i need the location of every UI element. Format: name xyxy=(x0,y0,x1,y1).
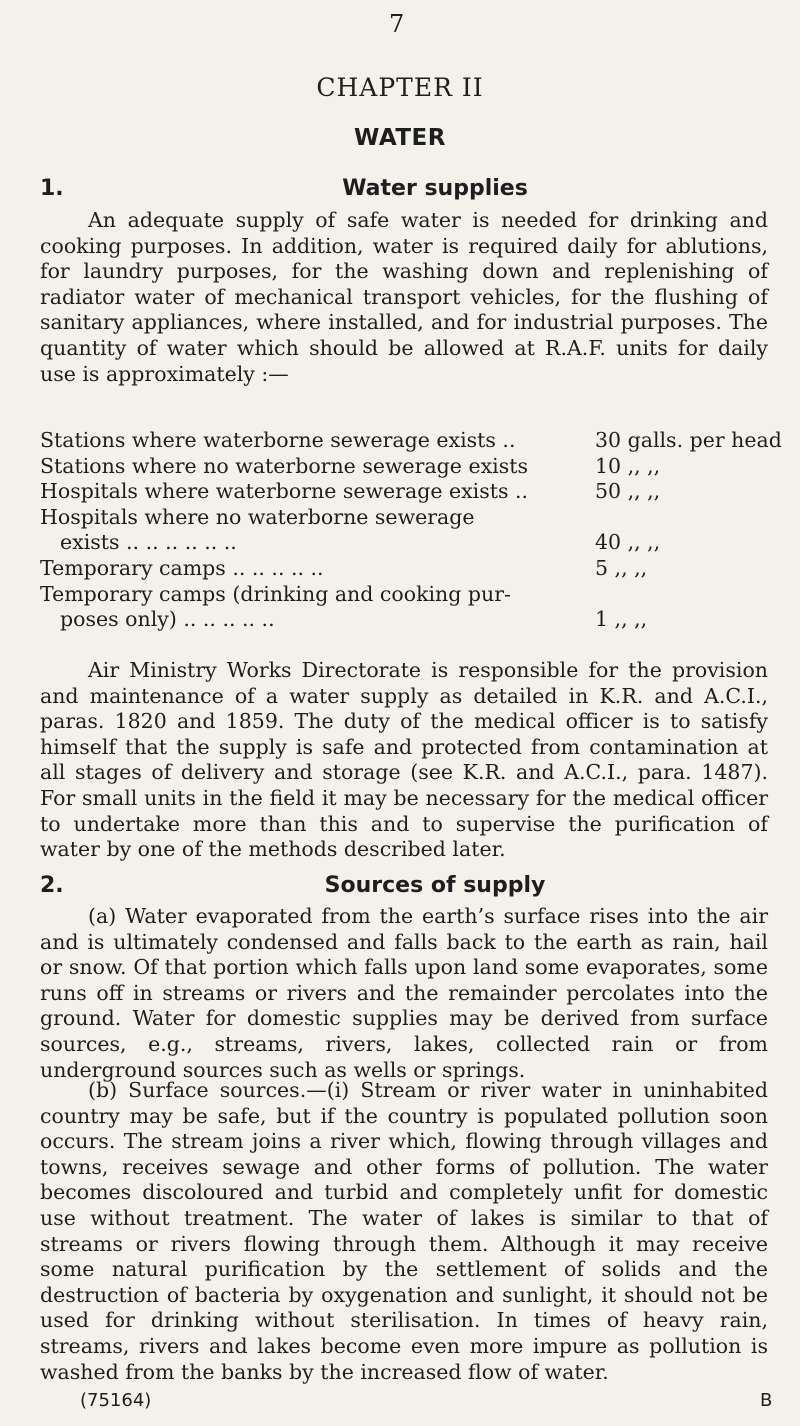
table-row xyxy=(40,479,780,505)
table-row xyxy=(40,582,780,633)
table-row-value: 30 galls. per head xyxy=(595,428,782,452)
table-row xyxy=(40,454,780,480)
table-row-label-line2: poses only) .. .. .. .. .. xyxy=(60,607,275,632)
section-2-paragraph-b: (b) Surface sources.—(i) Stream or river water in uninhabited country may be safe, but if the country is populated pollution soon occurs. The stream joins a river which, flowing through villages and towns, receives sewage and other forms of pollution. The water becomes discoloured and turbid and completely unfit for domestic use without treatment. The water of lakes is similar to that of streams or rivers flowing through them. Although it may receive some natural purification by the settlement of solids and the destruction of bacteria by oxygenation and sunlight, it should not be used for drinking without sterilisation. In times of heavy rain, streams, rivers and lakes become even more impure as pollution is washed from the banks by the increased flow of water. xyxy=(40,1078,768,1384)
print-code: (75164) xyxy=(80,1390,152,1411)
chapter-heading: CHAPTER II xyxy=(316,73,484,102)
section-2-number: 2. xyxy=(40,873,64,898)
table-row-value: 50 ,, ,, xyxy=(595,479,661,504)
table-row xyxy=(40,428,780,454)
table-row-label-line2: exists .. .. .. .. .. .. xyxy=(60,530,237,555)
page-number: 7 xyxy=(389,10,405,38)
table-row-label: Stations where no waterborne sewerage exists xyxy=(40,453,528,478)
table-row-value: 1 ,, ,, xyxy=(595,607,648,632)
water-allowance-table xyxy=(40,428,780,633)
chapter-title: WATER xyxy=(354,125,446,151)
section-2-heading xyxy=(40,872,770,900)
table-row-value: 10 ,, ,, xyxy=(595,453,661,478)
table-row-label: Temporary camps .. .. .. .. .. xyxy=(40,555,324,580)
section-1-intro-paragraph: An adequate supply of safe water is needed for drinking and cooking purposes. In addition, water is required daily for ablutions, for laundry purposes, for the washing down and replenishing of radiator water of mechanical transport vehicles, for the flushing of sanitary appliances, where installed, and for industrial purposes. The quantity of water which should be allowed at R.A.F. units for daily use is approximately :— xyxy=(40,208,768,386)
signature-letter: B xyxy=(760,1390,773,1411)
table-row-label: Hospitals where waterborne sewerage exists .. xyxy=(40,479,529,504)
section-1-body-paragraph: Air Ministry Works Directorate is responsible for the provision and maintenance of a water supply as detailed in K.R. and A.C.I., paras. 1820 and 1859. The duty of the medical officer is to satisfy himself that the supply is safe and protected from contamination at all stages of delivery and storage (see K.R. and A.C.I., para. 1487). For small units in the field it may be necessary for the medical officer to undertake more than this and to supervise the purification of water by one of the methods described later. xyxy=(40,658,768,862)
table-row-value: 40 ,, ,, xyxy=(595,530,661,555)
section-2-paragraph-a: (a) Water evaporated from the earth’s surface rises into the air and is ultimately condensed and falls back to the earth as rain, hail or snow. Of that portion which falls upon land some evaporates, some runs off in streams or rivers and the remainder percolates into the ground. Water for domestic supplies may be derived from surface sources, e.g., streams, rivers, lakes, collected rain or from underground sources such as wells or springs. xyxy=(40,904,768,1082)
table-row-label-line1: Temporary camps (drinking and cooking pur- xyxy=(40,581,511,606)
table-row-value: 5 ,, ,, xyxy=(595,555,648,580)
table-row xyxy=(40,505,780,556)
section-2-title: Sources of supply xyxy=(324,873,546,898)
section-1-title: Water supplies xyxy=(342,176,528,201)
table-row xyxy=(40,556,780,582)
section-1-heading xyxy=(40,175,770,203)
section-1-number: 1. xyxy=(40,176,64,201)
table-row-label: Stations where waterborne sewerage exists .. xyxy=(40,428,516,452)
table-row-label-line1: Hospitals where no waterborne sewerage xyxy=(40,504,475,529)
